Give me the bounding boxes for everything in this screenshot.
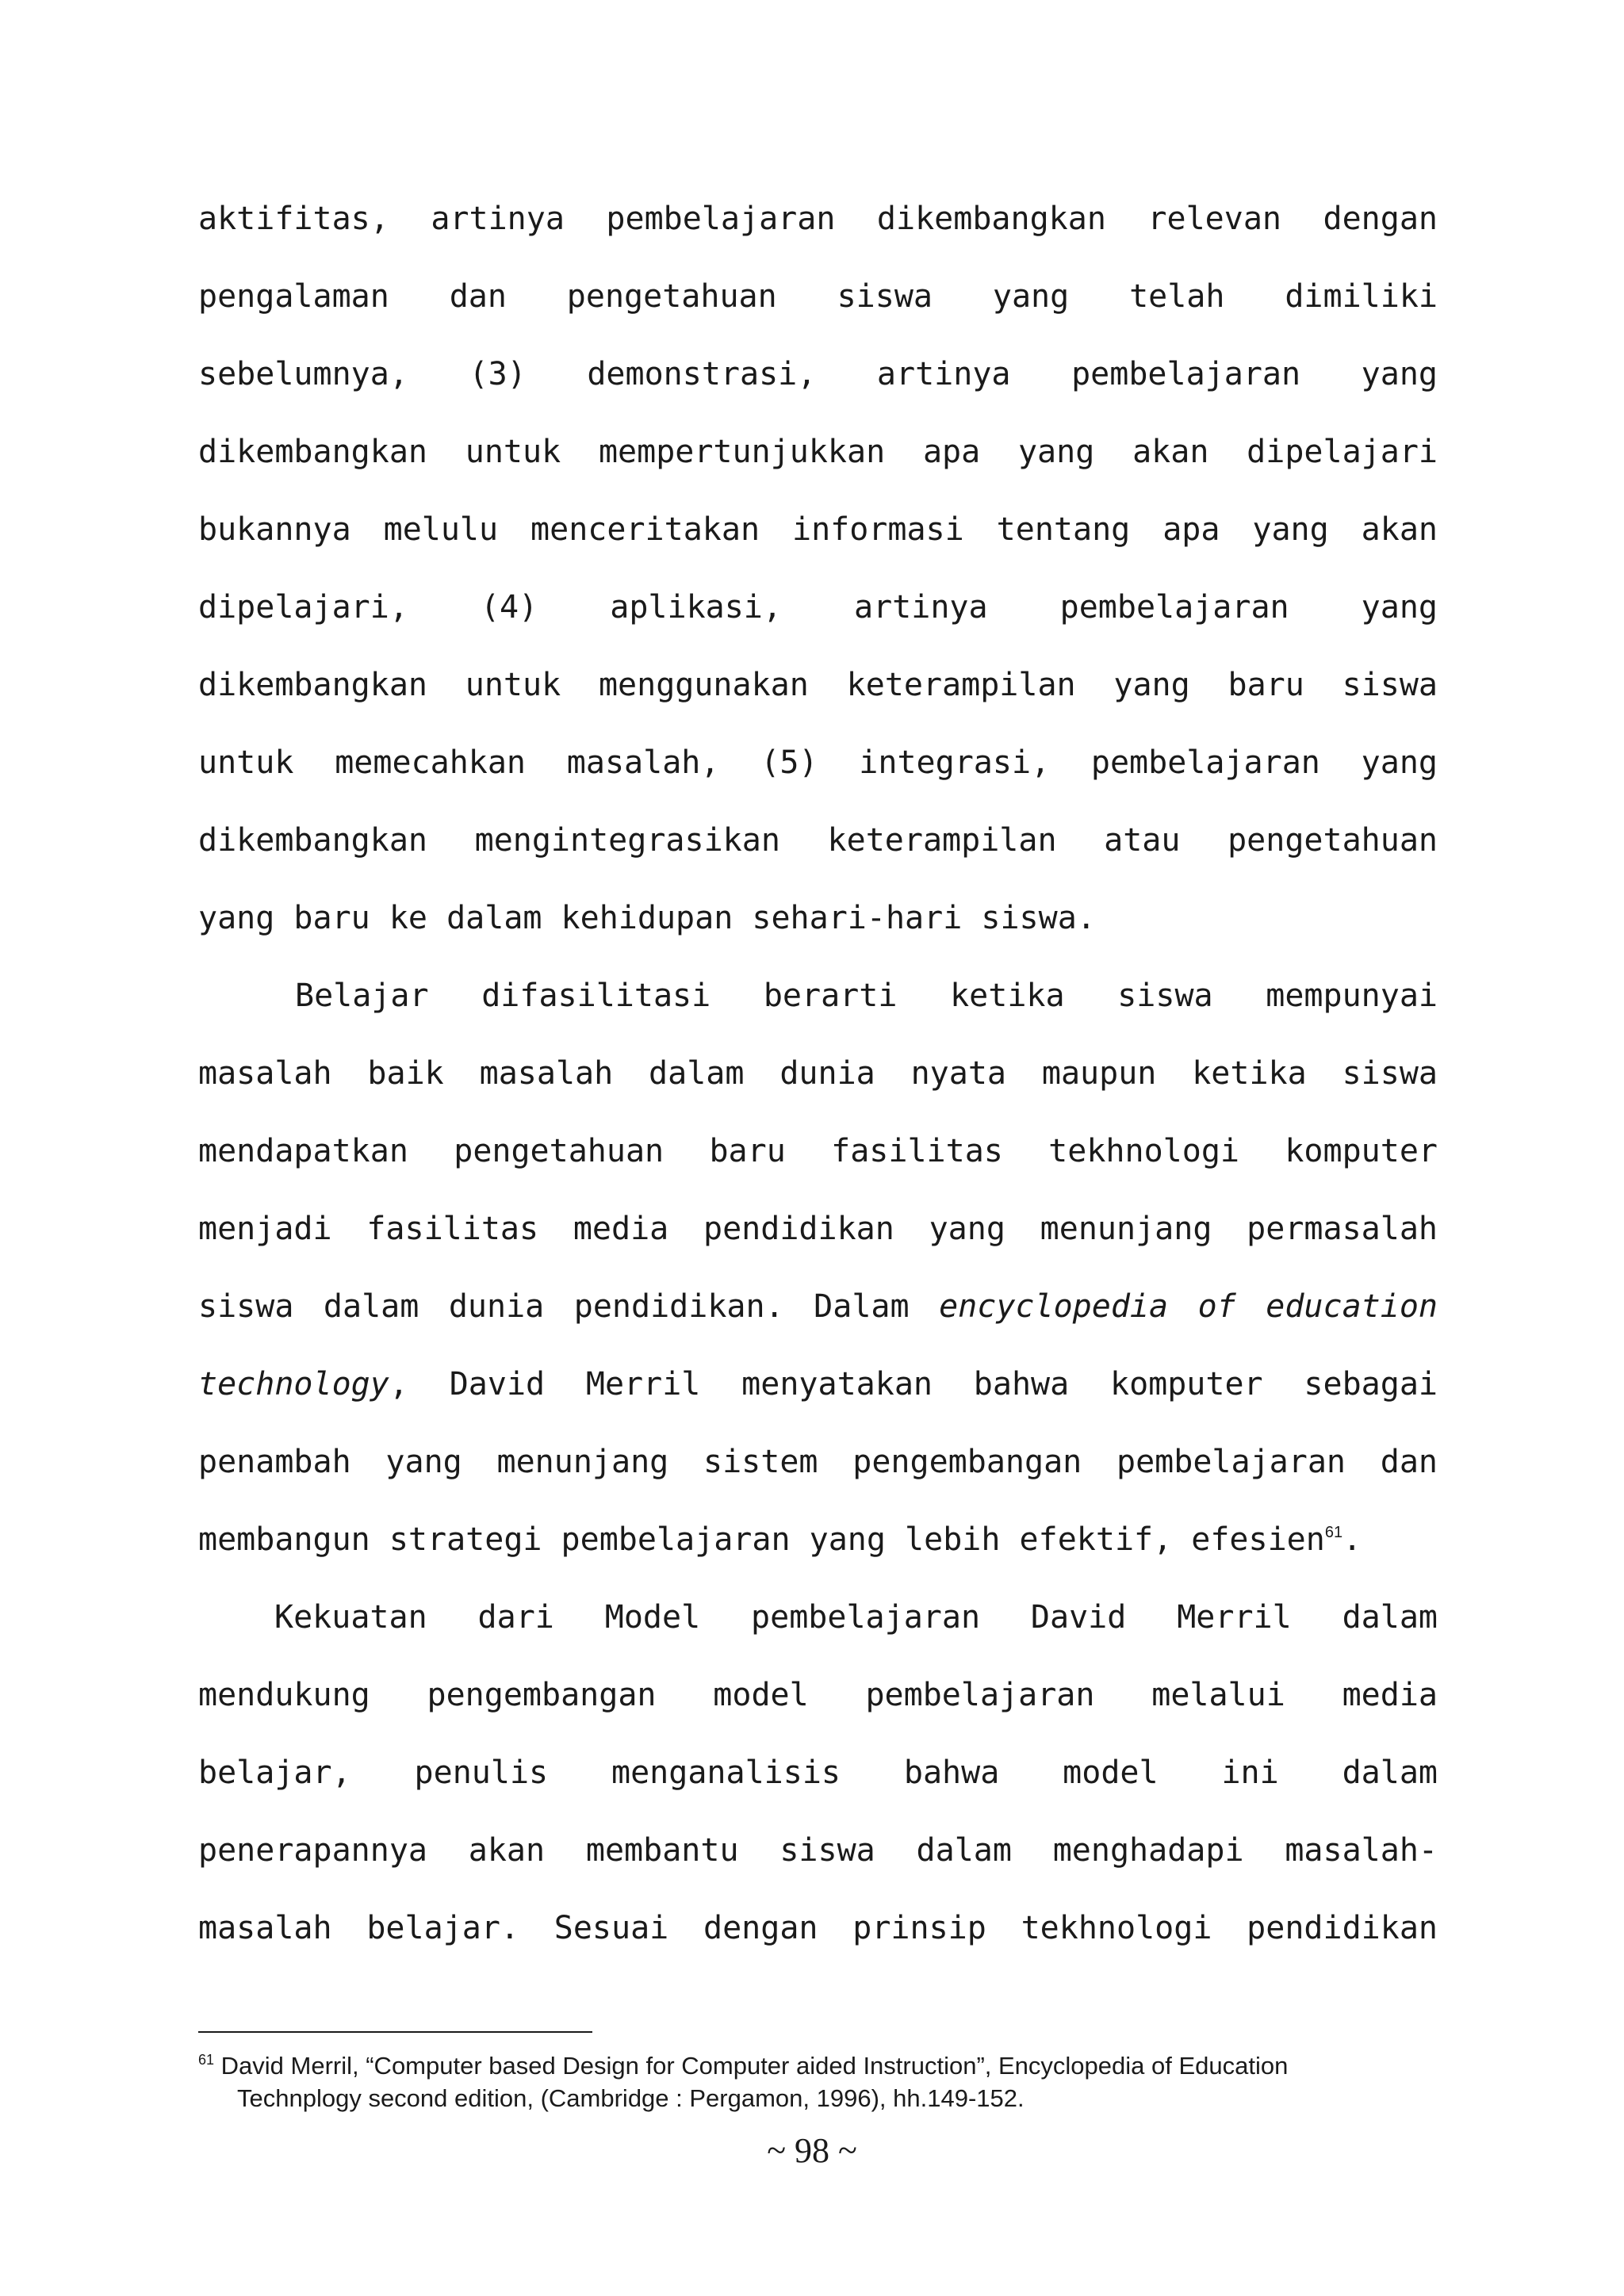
body-line: yang baru ke dalam kehidupan sehari-hari siswa. <box>198 900 1096 936</box>
paragraph-first-line: Kekuatan dari Model pembelajaran David Merril dalam <box>274 1599 1438 1636</box>
page-number: ~ 98 ~ <box>767 2131 857 2170</box>
body-text: , David Merril menyatakan bahwa komputer sebagai <box>389 1366 1438 1402</box>
paragraph-first-line: Belajar difasilitasi berarti ketika siswa mempunyai <box>295 978 1438 1014</box>
body-line: dikembangkan untuk mempertunjukkan apa yang akan dipelajari <box>198 434 1438 470</box>
body-line <box>198 1516 1438 1563</box>
body-text: . <box>1342 1521 1362 1558</box>
footnote-continuation: Technplogy second edition, (Cambridge : Pergamon, 1996), hh.149-152. <box>237 2084 1025 2112</box>
body-text: membangun strategi pembelajaran yang lebih efektif, efesien <box>198 1521 1325 1558</box>
body-line: bukannya melulu menceritakan informasi tentang apa yang akan <box>198 511 1438 548</box>
body-line: masalah baik masalah dalam dunia nyata maupun ketika siswa <box>198 1055 1438 1092</box>
body-line: aktifitas, artinya pembelajaran dikembangkan relevan dengan <box>198 201 1438 237</box>
body-line: masalah belajar. Sesuai dengan prinsip tekhnologi pendidikan <box>198 1910 1438 1946</box>
body-line: mendapatkan pengetahuan baru fasilitas tekhnologi komputer <box>198 1133 1438 1169</box>
footnote-text: David Merril, “Computer based Design for Computer aided Instruction”, Encyclopedia of Education <box>220 2052 1289 2080</box>
footnote-reference[interactable]: 61 <box>1324 1524 1343 1541</box>
body-line <box>198 1360 1438 1408</box>
italic-title: encyclopedia of education <box>939 1288 1438 1325</box>
body-line: dipelajari, (4) aplikasi, artinya pembelajaran yang <box>198 589 1438 626</box>
body-line: sebelumnya, (3) demonstrasi, artinya pembelajaran yang <box>198 356 1438 392</box>
body-line: menjadi fasilitas media pendidikan yang menunjang permasalah <box>198 1211 1438 1247</box>
footnote-divider <box>198 2031 592 2033</box>
body-line <box>198 1283 1438 1330</box>
body-line: untuk memecahkan masalah, (5) integrasi, pembelajaran yang <box>198 744 1438 781</box>
body-line: dikembangkan untuk menggunakan keterampilan yang baru siswa <box>198 667 1438 703</box>
body-line: belajar, penulis menganalisis bahwa model ini dalam <box>198 1755 1438 1791</box>
body-line: penambah yang menunjang sistem pengembangan pembelajaran dan <box>198 1444 1438 1480</box>
footnote <box>198 2050 1467 2082</box>
italic-title: technology <box>198 1366 389 1402</box>
footnote-number: 61 <box>198 2052 215 2068</box>
body-text: siswa dalam dunia pendidikan. Dalam <box>198 1288 910 1325</box>
body-line: dikembangkan mengintegrasikan keterampilan atau pengetahuan <box>198 822 1438 859</box>
body-line: pengalaman dan pengetahuan siswa yang telah dimiliki <box>198 278 1438 315</box>
body-line: penerapannya akan membantu siswa dalam menghadapi masalah- <box>198 1832 1438 1869</box>
body-line: mendukung pengembangan model pembelajaran melalui media <box>198 1677 1438 1713</box>
